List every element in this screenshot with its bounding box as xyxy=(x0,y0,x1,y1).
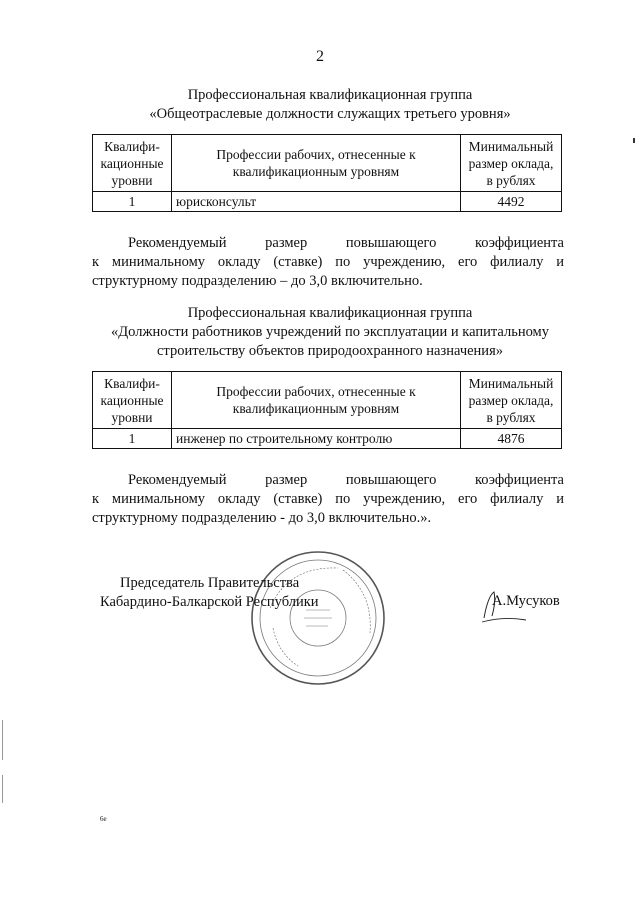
left-margin-rule xyxy=(2,775,3,803)
section1-paragraph xyxy=(92,234,564,291)
header-professions: Профессии рабочих, отнесенные к квалификационным уровням xyxy=(172,372,461,429)
section1-paragraph-rest: к минимальному окладу (ставке) по учреждению, его филиалу и структурному подразделению – до 3,0 включительно. xyxy=(92,254,564,289)
section1-heading-line2: «Общеотраслевые должности служащих третьего уровня» xyxy=(149,106,511,122)
signature-position-line2: Кабардино-Балкарской Республики xyxy=(100,594,319,610)
section2-heading xyxy=(70,304,590,361)
table-row xyxy=(93,429,562,449)
section2-paragraph xyxy=(92,471,564,528)
section1-heading xyxy=(90,86,570,124)
signature-position xyxy=(100,574,319,612)
section2-table xyxy=(92,371,562,449)
section1-heading-line1: Профессиональная квалификационная группа xyxy=(187,87,473,103)
row-salary: 4876 xyxy=(461,429,562,449)
section2-heading-line3: строительству объектов природоохранного назначения» xyxy=(157,343,503,359)
section2-paragraph-rest: к минимальному окладу (ставке) по учреждению, его филиалу и структурному подразделению - до 3,0 включительно.». xyxy=(92,491,564,526)
section1-table xyxy=(92,134,562,212)
row-salary: 4492 xyxy=(461,192,562,212)
table-header-row xyxy=(93,372,562,429)
left-margin-rule xyxy=(2,720,3,760)
header-levels: Квалифи-кационные уровни xyxy=(93,372,172,429)
edge-mark xyxy=(633,138,635,143)
header-salary: Минимальный размер оклада, в рублях xyxy=(461,372,562,429)
section2-heading-line2: «Должности работников учреждений по эксплуатации и капитальному xyxy=(111,324,549,340)
table-header-row xyxy=(93,135,562,192)
row-level: 1 xyxy=(93,429,172,449)
header-salary: Минимальный размер оклада, в рублях xyxy=(461,135,562,192)
signatory-name: А.Мусуков xyxy=(492,593,560,609)
section1-paragraph-first-line: Рекомендуемый размер повышающего коэффициента xyxy=(128,235,564,251)
footer-code: 6е xyxy=(100,815,107,823)
row-profession: инженер по строительному контролю xyxy=(172,429,461,449)
signature-position-line1: Председатель Правительства xyxy=(120,575,300,591)
header-levels: Квалифи-кационные уровни xyxy=(93,135,172,192)
row-level: 1 xyxy=(93,192,172,212)
row-profession: юрисконсульт xyxy=(172,192,461,212)
table-row xyxy=(93,192,562,212)
header-professions: Профессии рабочих, отнесенные к квалификационным уровням xyxy=(172,135,461,192)
section2-heading-line1: Профессиональная квалификационная группа xyxy=(187,305,473,321)
section2-paragraph-first-line: Рекомендуемый размер повышающего коэффициента xyxy=(128,472,564,488)
page-number: 2 xyxy=(316,48,324,65)
official-seal-icon xyxy=(248,548,388,688)
